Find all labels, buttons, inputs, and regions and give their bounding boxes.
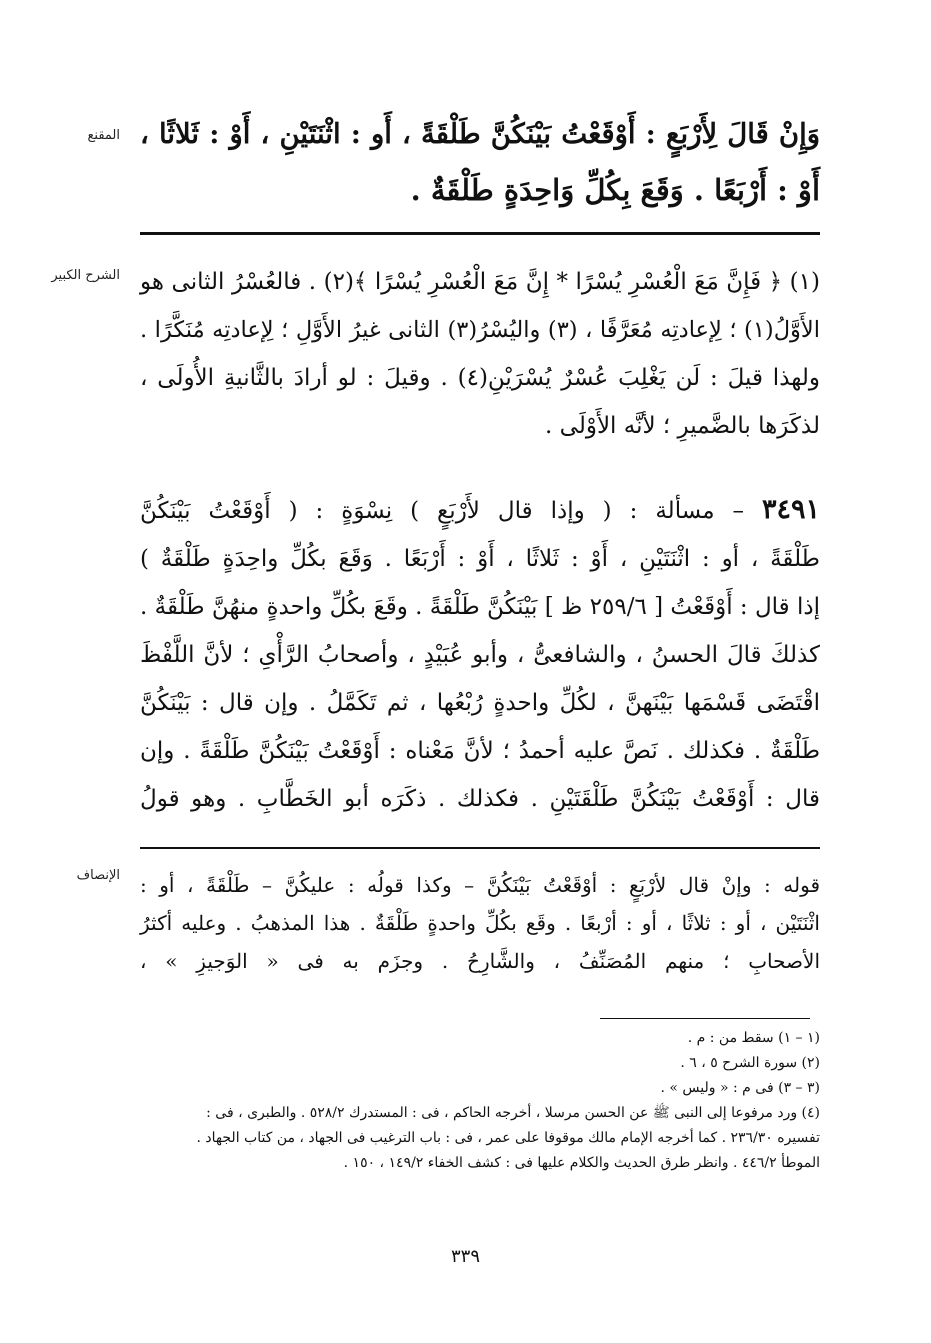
footnote: (٤) ورد مرفوعا إلى النبى ﷺ عن الحسن مرسلا ، أخرجه الحاكم ، فى : المستدرك ٥٢٨/٢ . والطبرى ، فى :	[206, 1105, 820, 1121]
label-sharh: الشرح الكبير	[51, 268, 120, 283]
sharh-line: لذكَرَها بالضَّميرِ ؛ لأنَّه الأَوْلَى .	[545, 413, 820, 439]
masala-line: اقْتَضَى قَسْمَها بَيْنَهنَّ ، لكُلِّ واحدةٍ رُبْعُها ، ثم تَكَمَّلُ . وإن قال : بَيْنَكُنَّ	[140, 690, 820, 716]
sharh-text	[140, 258, 820, 450]
insaf-line: اثْنَتَيْن ، أو : ثلاثًا ، أو : أرْبعًا . وقَع بكُلِّ واحدةٍ طَلْقَةٌ . هذا المذهبُ . وعليه أكثرُ	[140, 911, 820, 935]
muqni-line: أَوْ : أَرْبَعًا . وَقَعَ بِكُلِّ وَاحِدَةٍ طَلْقَةٌ .	[410, 173, 820, 207]
masala-text	[140, 486, 820, 823]
insaf-line: الأصحابِ ؛ منهم المُصَنِّفُ ، والشَّارِحُ . وجزَم به فى « الوَجيزِ » ،	[140, 949, 820, 973]
footnote-divider	[600, 1018, 810, 1019]
sharh-line: الأَوَّلُ(١) ؛ لِإعادتِه مُعَرَّفًا ، (٣) واليُسْرُ(٣) الثانى غيرُ الأَوَّلِ ؛ لِإعادتِه مُنَكَّرًا .	[140, 317, 820, 343]
footnote: (٣ – ٣) فى م : « وليس » .	[660, 1080, 820, 1096]
insaf-text	[140, 866, 820, 980]
footnote: (١ – ١) سقط من : م .	[687, 1030, 820, 1046]
masala-line: طَلْقَةٌ . فكذلك . نَصَّ عليه أحمدُ ؛ لأنَّ مَعْناه : أَوْقَعْتُ بَيْنَكُنَّ طَلْقَةً . وإن	[140, 738, 820, 764]
masala-first-line	[140, 486, 820, 535]
page-number: ٣٣٩	[450, 1246, 480, 1267]
masala-number: ٣٤٩١	[762, 494, 821, 525]
footnote: تفسيره ٢٣٦/٣٠ . كما أخرجه الإمام مالك موقوفا على عمر ، فى : باب الترغيب فى الجهاد ، من كتاب الجهاد .	[196, 1130, 820, 1146]
footnote: (٢) سورة الشرح ٥ ، ٦ .	[680, 1055, 820, 1071]
sharh-line: (١) ﴿ فَإِنَّ مَعَ الْعُسْرِ يُسْرًا * إِنَّ مَعَ الْعُسْرِ يُسْرًا ﴾(٢) . فالعُسْرُ الثانى هو	[140, 269, 820, 295]
footnotes	[140, 1026, 820, 1176]
sharh-line: ولهذا قيلَ : لَن يَغْلِبَ عُسْرٌ يُسْرَيْنِ(٤) . وقيلَ : لو أرادَ بالثَّانيةِ الأُولَى ،	[140, 365, 820, 391]
footnote: الموطأ ٤٤٦/٢ . وانظر طرق الحديث والكلام عليها فى : كشف الخفاء ١٤٩/٢ ، ١٥٠ .	[343, 1155, 820, 1171]
masala-line: كذلكَ قالَ الحسنُ ، والشافعىُّ ، وأبو عُبَيْدٍ ، وأصحابُ الرَّأْىِ ؛ لأنَّ اللَّفْظَ	[140, 642, 820, 668]
muqni-line: وَإِنْ قَالَ لِأَرْبَعٍ : أَوْقَعْتُ بَيْنَكُنَّ طَلْقَةً ، أَو : اثْنَتَيْنِ ، أَوْ : ثَلاثًا ،	[140, 118, 820, 150]
insaf-line: قوله : وإنْ قال لأرْبَعٍ : أوْقَعْتُ بَيْنَكُنَّ – وكذا قولُه : عليكُنَّ – طَلْقَةً ، أو :	[140, 873, 820, 897]
section-divider	[140, 232, 820, 235]
label-muqni: المقنع	[87, 128, 120, 143]
masala-line: إذا قال : أَوْقَعْتُ [ ٢٥٩/٦ ظ ] بَيْنَكُنَّ طَلْقَةً . وقَعَ بكُلِّ واحدةٍ منهُنَّ طَلْقَةٌ .	[140, 594, 821, 620]
masala-line: طَلْقَةً ، أو : اثْنَتَيْنِ ، أَوْ : ثَلاثًا ، أَوْ : أَرْبَعًا . وَقَعَ بكُلِّ واحِدَةٍ طَلْقَةٌ )	[140, 546, 820, 572]
masala-line: قال : أَوْقَعْتُ بَيْنَكُنَّ طَلْقَتَيْنِ . فكذلك . ذكَرَه أبو الخَطَّابِ . وهو قولُ	[140, 786, 820, 812]
section-divider	[140, 847, 820, 849]
masala-heading: – مسألة : ( وإذا قال لأَرْبَعٍ ) نِسْوَةٍ : ( أَوْقَعْتُ بَيْنَكُنَّ	[140, 498, 745, 524]
label-insaf: الإنصاف	[76, 868, 120, 883]
muqni-text	[140, 106, 820, 218]
